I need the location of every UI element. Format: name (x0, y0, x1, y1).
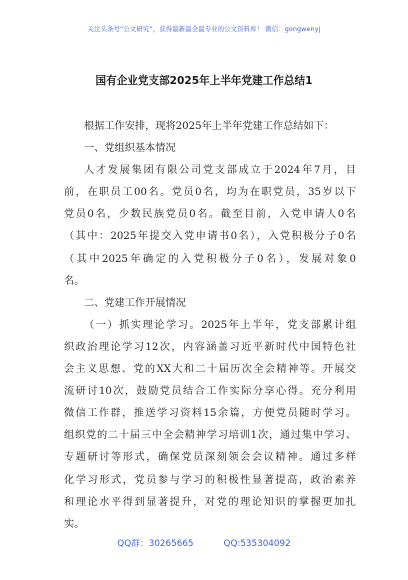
paragraph-line-14: 微信工作群，推送学习资料15余篇，方便党员随时学习。 (64, 408, 356, 420)
paragraph-line-18: 和理论水平得到显著提升，对党的理论知识的掌握更加扎 (64, 496, 356, 508)
paragraph-line-6: （其中：2025年提交入党申请书0名），入党积极分子0名 (64, 231, 356, 243)
footer-contact (0, 536, 408, 549)
paragraph-line-19: 实。 (64, 518, 85, 530)
paragraph-line-12: 会主义思想、党的XX大和二十届历次全会精神等。开展交 (64, 364, 356, 376)
paragraph-line-1: 根据工作安排，现将2025年上半年党建工作总结如下： (84, 121, 335, 132)
header-promo-text: 关注头条号“公文研究”，获得最新最全最专业的公文资料库！ 微信：gongwenyj (87, 25, 321, 33)
paragraph-line-10: （一）抓实理论学习。2025年上半年，党支部累计组 (84, 319, 356, 331)
paragraph-line-3: 人才发展集团有限公司党支部成立于2024年7月，目 (84, 165, 356, 177)
paragraph-line-8: 名。 (64, 275, 85, 287)
paragraph-line-5: 党员0名，少数民族党员0名。截至目前，入党申请人0名 (64, 209, 356, 221)
footer-qq-number: QQ:535304092 (223, 539, 291, 549)
section-heading-1: 一、党组织基本情况 (84, 143, 176, 155)
paragraph-line-7: （其中2025年确定的入党积极分子0名），发展对象0 (64, 253, 356, 265)
footer-qq-group: QQ群：30265665 (117, 539, 194, 549)
section-heading-2: 二、党建工作开展情况 (84, 297, 186, 309)
paragraph-line-15: 组织党的二十届三中全会精神学习培训1次，通过集中学习、 (64, 430, 356, 442)
document-body (64, 116, 356, 536)
paragraph-line-4: 前，在职员工00名。党员0名，均为在职党员，35岁以下 (64, 187, 356, 199)
paragraph-line-13: 流研讨10次，鼓励党员结合工作实际分享心得。充分利用 (64, 386, 356, 398)
paragraph-line-17: 化学习形式，党员参与学习的积极性显著提高，政治素养 (64, 474, 356, 486)
document-title: 国有企业党支部2025年上半年党建工作总结1 (95, 75, 313, 87)
paragraph-line-16: 专题研讨等形式，确保党员深刻领会会议精神。通过多样 (64, 452, 356, 464)
paragraph-line-11: 织政治理论学习12次，内容涵盖习近平新时代中国特色社 (64, 341, 356, 353)
